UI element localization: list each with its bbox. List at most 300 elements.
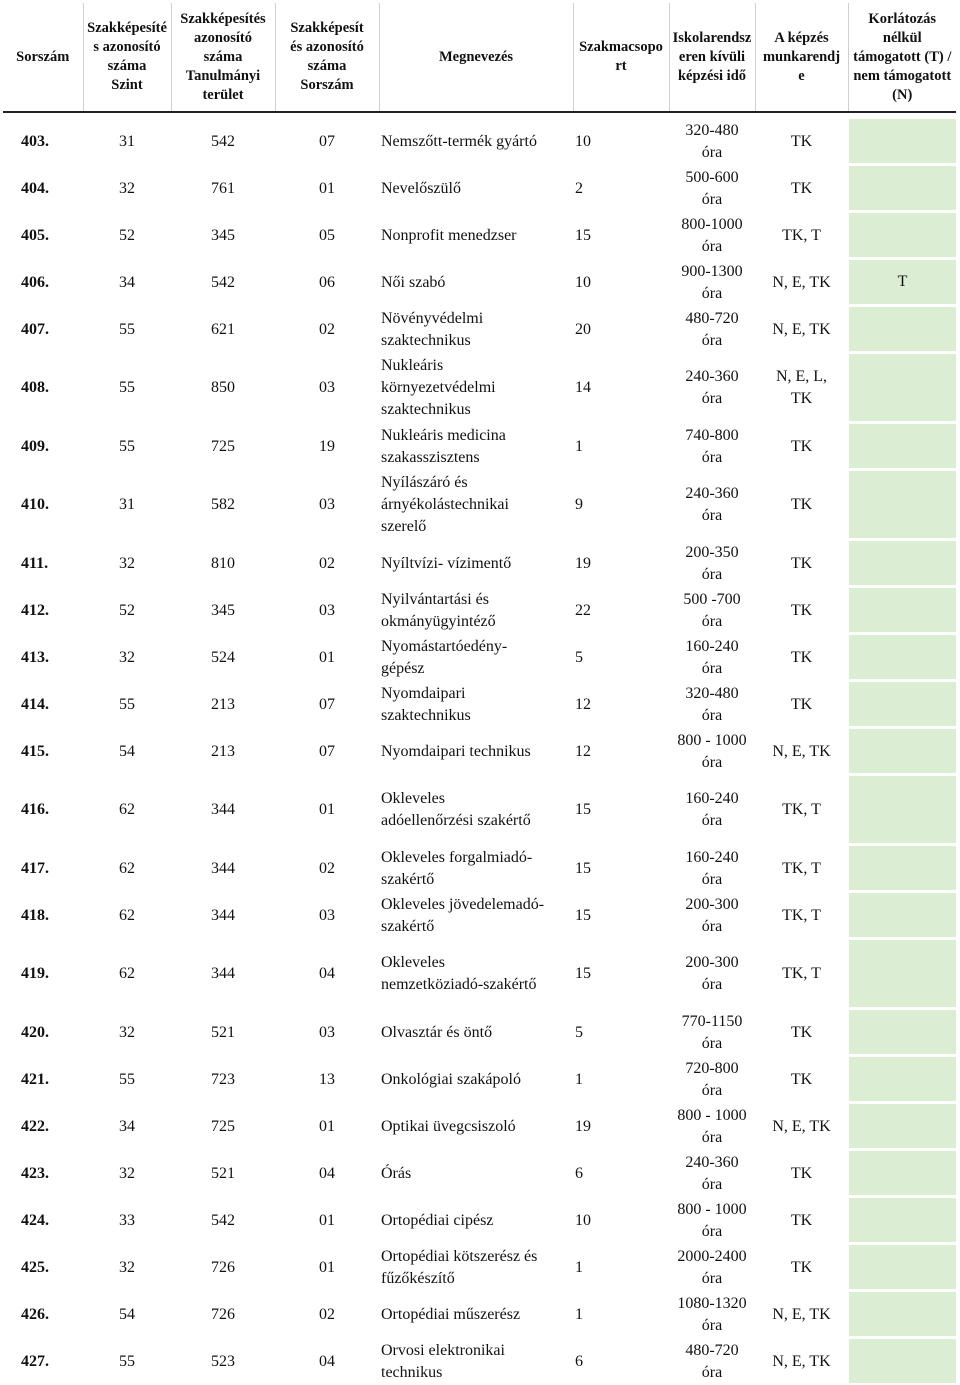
cell-sorszam: 426. (21, 1305, 49, 1323)
cell-szint: 62 (119, 859, 135, 877)
cell-megnevezes (379, 1338, 573, 1385)
cell-korlatozas (848, 540, 956, 587)
cell-azonosito: 03 (319, 496, 335, 513)
cell-kepzesi-ido-line: óra (701, 1081, 723, 1099)
cell-sorszam: 423. (21, 1164, 49, 1182)
cell-megnevezes (379, 681, 573, 728)
cell-szint: 32 (119, 179, 135, 197)
korlatozas-shaded-box (848, 119, 956, 164)
cell-korlatozas (848, 892, 956, 939)
korlatozas-shaded-box (848, 1198, 956, 1243)
cell-kepzesi-ido-line: óra (701, 1034, 723, 1052)
cell-sorszam: 407. (21, 320, 49, 338)
cell-kepzesi-ido-line: 200-300 (685, 954, 739, 971)
cell-terulet: 345 (211, 601, 235, 619)
cell-megnevezes (379, 423, 573, 470)
cell-korlatozas (848, 775, 956, 845)
cell-kepzesi-ido-line: óra (701, 659, 723, 677)
cell-korlatozas (848, 1244, 956, 1291)
table-row (3, 212, 956, 259)
cell-szakmacsoport: 19 (575, 554, 591, 572)
cell-munkarend (755, 728, 848, 775)
cell-szakmacsoport: 20 (575, 320, 591, 338)
cell-megnevezes-line: Ortopédiai műszerész (381, 1305, 521, 1323)
table-row (3, 423, 956, 470)
cell-korlatozas (848, 259, 956, 306)
cell-azonosito: 02 (319, 554, 335, 572)
cell-megnevezes (379, 1291, 573, 1338)
korlatozas-shaded-box (848, 471, 956, 539)
cell-szint: 32 (119, 554, 135, 572)
cell-munkarend (755, 1291, 848, 1338)
cell-sorszam: 410. (21, 496, 49, 513)
cell-kepzesi-ido-line: óra (701, 143, 723, 161)
cell-munkarend (755, 1244, 848, 1291)
cell-kepzesi-ido-line: 200-350 (685, 543, 739, 561)
header-line: Szakképesíté (87, 20, 167, 36)
table-row (3, 1197, 956, 1244)
cell-kepzesi-ido-line: óra (701, 237, 723, 255)
cell-szakmacsoport: 10 (575, 1211, 591, 1229)
cell-megnevezes (379, 470, 573, 540)
table-row (3, 1150, 956, 1197)
cell-szakmacsoport: 5 (575, 1023, 583, 1041)
cell-kepzesi-ido-line: 900-1300 (681, 262, 743, 280)
cell-sorszam: 414. (21, 695, 49, 713)
cell-kepzesi-ido (669, 1244, 755, 1291)
cell-megnevezes (379, 775, 573, 845)
cell-terulet: 726 (211, 1258, 235, 1276)
cell-azonosito: 01 (319, 1258, 335, 1276)
cell-kepzesi-ido-line: óra (701, 1269, 723, 1287)
cell-megnevezes-line: nemzetköziadó-szakértő (381, 976, 537, 993)
cell-munkarend (755, 470, 848, 540)
cell-kepzesi-ido-line: 720-800 (685, 1059, 739, 1077)
cell-megnevezes-line: Nevelőszülő (381, 179, 461, 197)
cell-azonosito: 19 (319, 437, 335, 455)
cell-terulet: 523 (211, 1352, 235, 1370)
cell-szakmacsoport: 1 (575, 1070, 583, 1088)
cell-kepzesi-ido-line: 800 - 1000 (677, 1200, 747, 1218)
cell-korlatozas (848, 1150, 956, 1197)
cell-munkarend (755, 1009, 848, 1056)
header-line: A képzés (774, 29, 829, 46)
cell-kepzesi-ido-line: 500-600 (685, 168, 739, 186)
cell-terulet: 761 (211, 179, 235, 197)
cell-terulet: 345 (211, 226, 235, 244)
cell-kepzesi-ido (669, 892, 755, 939)
cell-kepzesi-ido (669, 845, 755, 892)
cell-azonosito: 02 (319, 859, 335, 877)
cell-kepzesi-ido (669, 728, 755, 775)
cell-munkarend (755, 259, 848, 306)
header-szint (83, 3, 171, 112)
table-row (3, 728, 956, 775)
cell-megnevezes-line: Nyíltvízi- vízimentő (381, 554, 512, 572)
table-row (3, 118, 956, 165)
cell-szakmacsoport: 9 (575, 496, 583, 513)
cell-megnevezes (379, 1197, 573, 1244)
cell-terulet: 344 (211, 859, 235, 877)
cell-munkarend-line: TK (790, 390, 813, 407)
cell-megnevezes (379, 892, 573, 939)
cell-munkarend (755, 118, 848, 165)
cell-azonosito: 03 (319, 601, 335, 619)
cell-megnevezes-line: árnyékolástechnikai (381, 496, 509, 513)
cell-azonosito: 03 (319, 379, 335, 396)
header-line: képzési idő (677, 67, 747, 84)
cell-azonosito: 04 (319, 965, 335, 982)
cell-megnevezes (379, 1103, 573, 1150)
cell-azonosito: 04 (319, 1164, 335, 1182)
header-szakkepesites-sorszam (275, 3, 379, 112)
table-row (3, 1291, 956, 1338)
cell-kepzesi-ido-line: óra (701, 448, 723, 466)
cell-szint: 32 (119, 1258, 135, 1276)
cell-megnevezes-line: Nyílászáró és (381, 474, 468, 491)
cell-kepzesi-ido-line: óra (701, 612, 723, 630)
cell-megnevezes-line: szakasszisztens (381, 448, 480, 466)
korlatozas-shaded-box (848, 893, 956, 938)
cell-kepzesi-ido (669, 165, 755, 212)
cell-munkarend (755, 892, 848, 939)
cell-azonosito: 02 (319, 320, 335, 338)
header-munkarend (755, 3, 848, 112)
cell-megnevezes-line: Ortopédiai kötszerész és (381, 1247, 538, 1265)
cell-terulet: 521 (211, 1023, 235, 1041)
cell-kepzesi-ido-line: óra (701, 1222, 723, 1240)
cell-korlatozas (848, 939, 956, 1009)
table-row (3, 470, 956, 540)
header-line: (N) (892, 86, 913, 103)
korlatozas-shaded-box (848, 213, 956, 258)
cell-kepzesi-ido-line: 160-240 (685, 790, 739, 807)
cell-kepzesi-ido-line: óra (701, 331, 723, 349)
cell-azonosito: 01 (319, 1117, 335, 1135)
cell-megnevezes-line: szerelő (381, 518, 427, 535)
cell-korlatozas (848, 1009, 956, 1056)
cell-terulet: 725 (211, 437, 235, 455)
cell-kepzesi-ido-line: 480-720 (685, 309, 739, 327)
cell-szakmacsoport: 12 (575, 695, 591, 713)
korlatozas-shaded-box (848, 729, 956, 774)
qualification-table (3, 3, 956, 1385)
cell-kepzesi-ido-line: 1080-1320 (677, 1294, 747, 1312)
cell-sorszam: 415. (21, 742, 49, 760)
cell-munkarend-line: TK, T (782, 801, 821, 818)
header-line: azonosító száma (194, 29, 252, 65)
table-row (3, 165, 956, 212)
header-megnevezes: Megnevezés (379, 3, 573, 112)
cell-munkarend-line: N, E, TK (772, 742, 831, 760)
cell-terulet: 213 (211, 695, 235, 713)
header-sorszam: Sorszám (3, 3, 83, 112)
cell-korlatozas (848, 728, 956, 775)
cell-terulet: 726 (211, 1305, 235, 1323)
cell-megnevezes-line: szakértő (381, 917, 435, 935)
cell-kepzesi-ido (669, 1103, 755, 1150)
cell-korlatozas (848, 306, 956, 353)
cell-szint: 55 (119, 1352, 135, 1370)
cell-munkarend-line: TK (790, 179, 813, 197)
cell-terulet: 725 (211, 1117, 235, 1135)
cell-szakmacsoport: 10 (575, 132, 591, 150)
cell-megnevezes-line: Ortopédiai cipész (381, 1211, 494, 1229)
cell-megnevezes (379, 165, 573, 212)
cell-korlatozas (848, 470, 956, 540)
cell-munkarend (755, 587, 848, 634)
header-kepzesi-ido (669, 3, 755, 112)
cell-megnevezes-line: gépész (381, 659, 425, 677)
cell-sorszam: 427. (21, 1352, 49, 1370)
cell-kepzesi-ido (669, 1291, 755, 1338)
cell-terulet: 344 (211, 801, 235, 818)
cell-megnevezes (379, 259, 573, 306)
korlatozas-shaded-box (848, 354, 956, 422)
cell-kepzesi-ido (669, 1197, 755, 1244)
cell-munkarend-line: TK (790, 1070, 813, 1088)
cell-munkarend-line: N, E, TK (772, 1305, 831, 1323)
cell-munkarend (755, 1197, 848, 1244)
cell-megnevezes (379, 939, 573, 1009)
cell-munkarend (755, 1103, 848, 1150)
cell-kepzesi-ido (669, 1056, 755, 1103)
cell-szint: 32 (119, 1023, 135, 1041)
header-line: Iskolarendsz (672, 29, 752, 46)
cell-megnevezes-line: fűzőkészítő (381, 1269, 455, 1287)
cell-megnevezes-line: szaktechnikus (381, 331, 471, 349)
cell-munkarend (755, 165, 848, 212)
cell-terulet: 850 (211, 379, 235, 396)
korlatozas-shaded-box (848, 1339, 956, 1384)
cell-megnevezes (379, 845, 573, 892)
cell-megnevezes-line: Női szabó (381, 273, 446, 291)
cell-munkarend-line: TK, T (782, 965, 821, 982)
cell-korlatozas (848, 423, 956, 470)
cell-kepzesi-ido-line: 740-800 (685, 426, 739, 444)
table-row (3, 1009, 956, 1056)
cell-megnevezes (379, 1150, 573, 1197)
cell-szint: 32 (119, 1164, 135, 1182)
table-row (3, 587, 956, 634)
header-line: e (798, 67, 805, 84)
cell-szakmacsoport: 1 (575, 437, 583, 455)
cell-munkarend-line: N, E, TK (772, 1352, 831, 1370)
cell-terulet: 524 (211, 648, 235, 666)
cell-megnevezes-line: szaktechnikus (381, 401, 471, 418)
cell-szakmacsoport: 15 (575, 801, 591, 818)
cell-korlatozas (848, 587, 956, 634)
cell-azonosito: 02 (319, 1305, 335, 1323)
cell-azonosito: 01 (319, 1211, 335, 1229)
cell-munkarend-line: TK, T (782, 226, 821, 244)
cell-kepzesi-ido-line: 320-480 (685, 121, 739, 139)
cell-szakmacsoport: 15 (575, 965, 591, 982)
header-line: Szakmacsopo (579, 39, 663, 55)
cell-terulet: 213 (211, 742, 235, 760)
cell-megnevezes-line: Olvasztár és öntő (381, 1023, 493, 1041)
cell-terulet: 723 (211, 1070, 235, 1088)
cell-megnevezes-line: Nemszőtt-termék gyártó (381, 132, 537, 150)
header-line: munkarendj (762, 48, 841, 65)
korlatozas-shaded-box (848, 1292, 956, 1337)
cell-sorszam: 403. (21, 132, 49, 150)
header-line: Sorszám (300, 77, 354, 93)
cell-megnevezes (379, 1009, 573, 1056)
cell-sorszam: 419. (21, 965, 49, 982)
cell-sorszam: 406. (21, 273, 49, 291)
cell-megnevezes-line: Optikai üvegcsiszoló (381, 1117, 516, 1135)
header-line: Szakképesít (290, 20, 364, 36)
table-row (3, 1103, 956, 1150)
korlatozas-shaded-box (848, 635, 956, 680)
header-line: száma (107, 58, 147, 74)
korlatozas-shaded-box (848, 1104, 956, 1149)
cell-megnevezes-line: Onkológiai szakápoló (381, 1070, 521, 1088)
cell-azonosito: 04 (319, 1352, 335, 1370)
cell-kepzesi-ido-line: óra (701, 190, 723, 208)
cell-kepzesi-ido-line: óra (701, 706, 723, 724)
header-line: eren kívüli (678, 48, 746, 65)
cell-szint: 54 (119, 742, 135, 760)
cell-munkarend (755, 423, 848, 470)
cell-megnevezes-line: Orvosi elektronikai (381, 1341, 505, 1359)
cell-kepzesi-ido (669, 775, 755, 845)
header-szakmacsoport (573, 3, 669, 112)
table-body (3, 118, 956, 1385)
cell-szint: 34 (119, 273, 135, 291)
cell-azonosito: 07 (319, 695, 335, 713)
cell-kepzesi-ido-line: 240-360 (685, 1153, 739, 1171)
cell-szakmacsoport: 15 (575, 226, 591, 244)
cell-megnevezes-line: Nyomdaipari (381, 684, 466, 702)
cell-azonosito: 01 (319, 179, 335, 197)
cell-megnevezes-line: Növényvédelmi (381, 309, 484, 327)
cell-munkarend (755, 1150, 848, 1197)
cell-munkarend-line: TK (790, 601, 813, 619)
cell-korlatozas (848, 165, 956, 212)
cell-azonosito: 05 (319, 226, 335, 244)
cell-megnevezes (379, 634, 573, 681)
cell-megnevezes-line: Okleveles forgalmiadó- (381, 848, 533, 866)
cell-kepzesi-ido-line: óra (701, 917, 723, 935)
cell-sorszam: 421. (21, 1070, 49, 1088)
cell-szint: 62 (119, 906, 135, 924)
cell-korlatozas (848, 634, 956, 681)
cell-kepzesi-ido (669, 353, 755, 423)
cell-megnevezes-line: Nonprofit menedzser (381, 226, 517, 244)
cell-munkarend-line: N, E, L, (775, 368, 828, 385)
cell-sorszam: 425. (21, 1258, 49, 1276)
cell-munkarend (755, 306, 848, 353)
korlatozas-shaded-box (848, 424, 956, 469)
cell-megnevezes-line: szakértő (381, 870, 435, 888)
cell-azonosito: 03 (319, 906, 335, 924)
cell-kepzesi-ido-line: óra (701, 1316, 723, 1334)
cell-kepzesi-ido (669, 212, 755, 259)
cell-kepzesi-ido (669, 634, 755, 681)
cell-terulet: 521 (211, 1164, 235, 1182)
cell-szint: 52 (119, 601, 135, 619)
header-line: Szint (111, 77, 143, 93)
cell-azonosito: 01 (319, 801, 335, 818)
cell-kepzesi-ido-line: 240-360 (685, 368, 739, 385)
cell-azonosito: 06 (319, 273, 335, 291)
cell-megnevezes-line: Órás (381, 1164, 412, 1182)
cell-szakmacsoport: 12 (575, 742, 591, 760)
cell-szint: 32 (119, 648, 135, 666)
cell-szint: 33 (119, 1211, 135, 1229)
table-row (3, 259, 956, 306)
cell-korlatozas (848, 1291, 956, 1338)
cell-munkarend (755, 775, 848, 845)
cell-kepzesi-ido (669, 587, 755, 634)
cell-terulet: 344 (211, 906, 235, 924)
cell-sorszam: 416. (21, 801, 49, 818)
header-line: Szakképesítés (180, 10, 266, 27)
cell-megnevezes (379, 306, 573, 353)
cell-szakmacsoport: 14 (575, 379, 591, 396)
cell-azonosito: 03 (319, 1023, 335, 1041)
table-row (3, 845, 956, 892)
korlatozas-shaded-box (848, 682, 956, 727)
cell-kepzesi-ido-line: óra (701, 507, 723, 524)
cell-kepzesi-ido-line: óra (701, 390, 723, 407)
cell-munkarend (755, 845, 848, 892)
table-row (3, 775, 956, 845)
cell-terulet: 582 (211, 496, 235, 513)
header-line: száma (307, 58, 347, 74)
header-line: támogatott (T) / (853, 48, 952, 65)
table-row (3, 634, 956, 681)
korlatozas-shaded-box: T (848, 260, 956, 305)
cell-szakmacsoport: 10 (575, 273, 591, 291)
cell-kepzesi-ido-line: óra (701, 870, 723, 888)
cell-sorszam: 409. (21, 437, 49, 455)
cell-megnevezes-line: adóellenőrzési szakértő (381, 812, 531, 829)
cell-megnevezes-line: Okleveles (381, 954, 445, 971)
cell-munkarend-line: N, E, TK (772, 1117, 831, 1135)
cell-kepzesi-ido-line: 200-300 (685, 895, 739, 913)
cell-megnevezes (379, 540, 573, 587)
header-line: Korlátozás (868, 10, 937, 27)
cell-munkarend-line: TK (790, 1258, 813, 1276)
cell-sorszam: 408. (21, 379, 49, 396)
cell-korlatozas (848, 118, 956, 165)
cell-sorszam: 420. (21, 1023, 49, 1041)
cell-szint: 62 (119, 965, 135, 982)
table-row (3, 540, 956, 587)
table-header (3, 3, 956, 118)
cell-sorszam: 411. (21, 554, 49, 572)
cell-kepzesi-ido-line: 2000-2400 (677, 1247, 747, 1265)
korlatozas-shaded-box (848, 940, 956, 1008)
cell-kepzesi-ido-line: óra (701, 565, 723, 583)
cell-korlatozas (848, 1338, 956, 1385)
cell-megnevezes (379, 587, 573, 634)
cell-szint: 34 (119, 1117, 135, 1135)
cell-kepzesi-ido-line: 160-240 (685, 848, 739, 866)
cell-terulet: 621 (211, 320, 235, 338)
cell-kepzesi-ido (669, 1009, 755, 1056)
table-row (3, 306, 956, 353)
cell-terulet: 542 (211, 132, 235, 150)
table-row (3, 939, 956, 1009)
cell-kepzesi-ido-line: 160-240 (685, 637, 739, 655)
cell-munkarend-line: N, E, TK (772, 320, 831, 338)
cell-szakmacsoport: 2 (575, 179, 583, 197)
korlatozas-shaded-box (848, 588, 956, 633)
